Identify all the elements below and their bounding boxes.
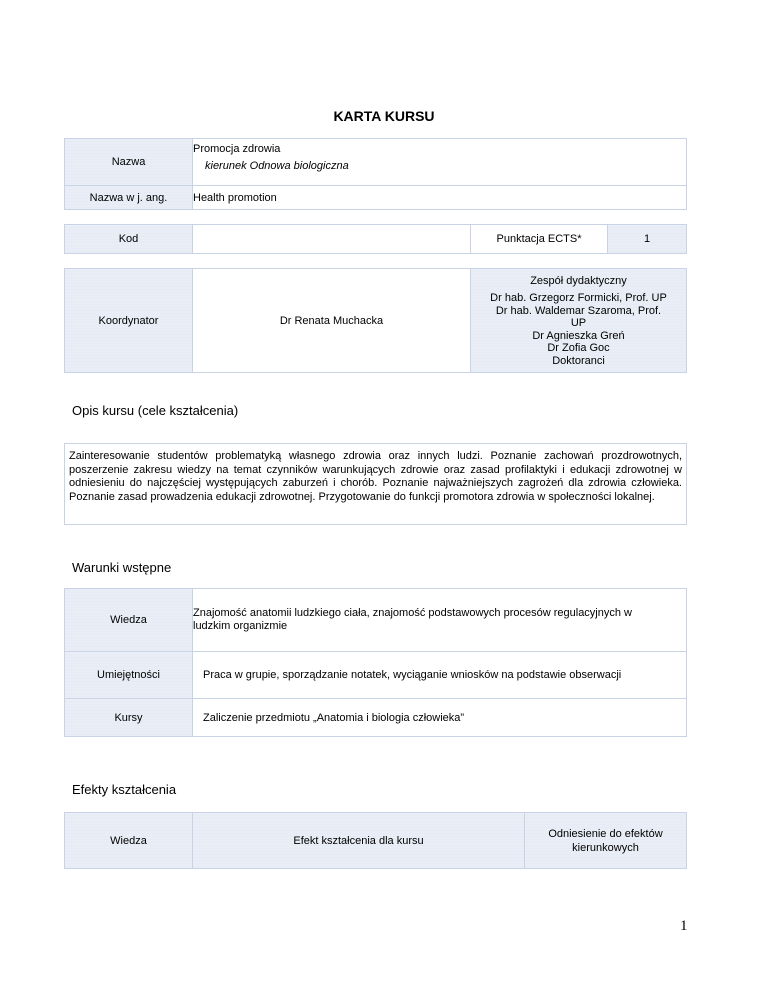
outcomes-col-effect: Efekt kształcenia dla kursu [193,813,525,869]
prereq-label-courses: Kursy [65,699,193,737]
name-label: Nazwa [65,139,193,186]
prerequisites-heading: Warunki wstępne [72,560,172,575]
team-member: Dr Zofia Goc [547,342,610,354]
name-en-value: Health promotion [193,186,687,210]
page-title: KARTA KURSU [333,108,435,124]
team-member: Dr hab. Waldemar Szaroma, Prof. [495,304,662,317]
coordinator-value: Dr Renata Muchacka [193,269,471,373]
team-member: Dr Agnieszka Greń [532,329,625,342]
prereq-value-courses: Zaliczenie przedmiotu „Anatomia i biologia człowieka” [193,699,687,737]
prereq-label-skills: Umiejętności [65,652,193,699]
team-member: Dr hab. Grzegorz Formicki, Prof. UP [490,292,667,304]
description-box: Zainteresowanie studentów problematyką własnego zdrowia oraz innych ludzi. Poznanie zachowań prozdrowotnych, poszerzenie zakresu wiedzy na temat czynników warunkujących zdrowie oraz zasad profilaktyki i edukacji zdrowotnej w odniesieniu do najczęściej występujących zaburzeń i chorób. Poznanie najważniejszych zagrożeń dla zdrowia człowieka. Poznanie zasad prowadzenia edukacji zdrowotnej. Przygotowanie do funkcji promotora zdrowia w społeczności lokalnej. [64,443,687,525]
course-name-table [64,138,687,210]
code-table [64,224,687,254]
prerequisites-table [64,588,687,737]
outcomes-table [64,812,687,869]
prereq-value-knowledge: Znajomość anatomii ludzkiego ciała, znajomość podstawowych procesów regulacyjnych w ludzkim organizmie [193,589,687,652]
code-label: Kod [65,225,193,254]
prereq-value-skills: Praca w grupie, sporządzanie notatek, wyciąganie wniosków na podstawie obserwacji [193,652,687,699]
outcomes-heading: Efekty kształcenia [72,782,177,797]
code-value [193,225,471,254]
name-value: Promocja zdrowia [193,143,281,155]
ects-value: 1 [608,225,687,254]
outcomes-col-reference: Odniesienie do efektów kierunkowych [525,813,687,869]
description-heading: Opis kursu (cele kształcenia) [72,403,239,418]
coordinator-table [64,268,687,373]
coordinator-label: Koordynator [65,269,193,373]
name-en-label: Nazwa w j. ang. [65,186,193,210]
prereq-label-knowledge: Wiedza [65,589,193,652]
team-members [471,292,686,367]
team-cell [471,269,687,373]
page-number: 1 [680,918,688,934]
name-subvalue: kierunek Odnowa biologiczna [205,160,349,172]
team-member: Doktoranci [552,354,605,367]
team-label: Zespół dydaktyczny [530,275,627,287]
outcomes-col-knowledge: Wiedza [65,813,193,869]
name-cell [193,139,687,186]
team-member: UP [570,317,587,329]
ects-label: Punktacja ECTS* [471,225,608,254]
